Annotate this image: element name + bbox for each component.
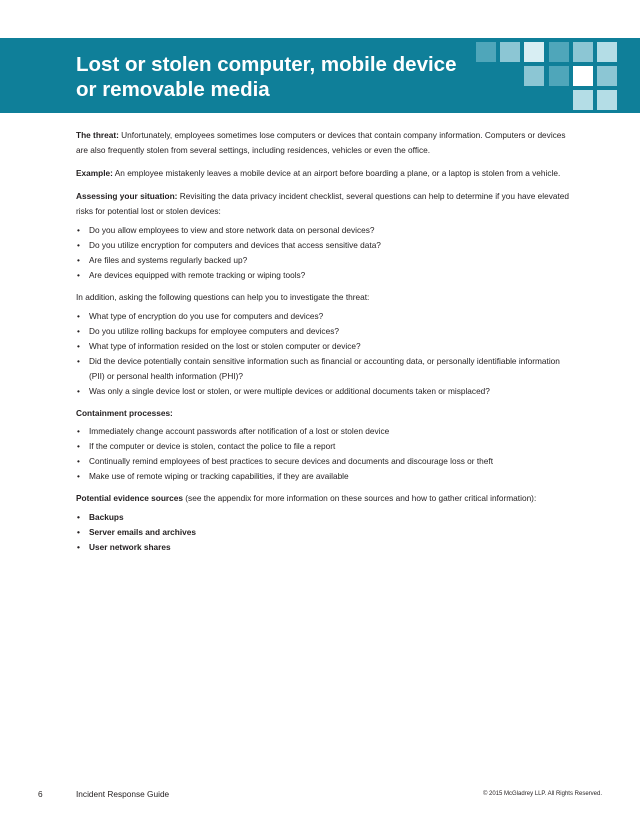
list-item: • Do you utilize encryption for computers and devices that access sensitive data? xyxy=(76,238,570,253)
tile xyxy=(573,90,593,110)
guide-title: Incident Response Guide xyxy=(76,789,170,799)
list-item: • Do you utilize rolling backups for employee computers and devices? xyxy=(76,324,570,339)
tile xyxy=(549,42,569,62)
threat-paragraph xyxy=(76,128,570,158)
threat-text: Unfortunately, employees sometimes lose computers or devices that contain company information. Computers or devices are also frequently stolen from several settings, including residences, vehicles or even the office. xyxy=(76,130,566,155)
page-title-line-2: or removable media xyxy=(76,78,270,101)
list-item: • Did the device potentially contain sensitive information such as financial or accounting data, or personally identifiable information (PII) or personal health information (PHI)? xyxy=(76,354,570,384)
evidence-paragraph xyxy=(76,491,570,506)
list-item: • Was only a single device lost or stolen, or were multiple devices or additional documents taken or misplaced? xyxy=(76,384,570,399)
copyright: © 2015 McGladrey LLP. All Rights Reserved. xyxy=(482,791,602,797)
page-title xyxy=(76,52,456,102)
tile xyxy=(573,42,593,62)
list-item: • Are devices equipped with remote tracking or wiping tools? xyxy=(76,268,570,283)
example-label: Example: xyxy=(76,168,113,178)
assessing-list xyxy=(76,223,570,283)
example-text: An employee mistakenly leaves a mobile device at an airport before boarding a plane, or a laptop is stolen from a vehicle. xyxy=(112,168,561,178)
tile xyxy=(597,90,617,110)
tile xyxy=(549,66,569,86)
tile xyxy=(524,66,544,86)
list-item: • Immediately change account passwords after notification of a lost or stolen device xyxy=(76,424,570,439)
list-item: • User network shares xyxy=(76,540,570,555)
evidence-text: (see the appendix for more information on these sources and how to gather critical information): xyxy=(182,493,537,503)
page-title-line-1: Lost or stolen computer, mobile device xyxy=(76,53,457,76)
list-item: • What type of information resided on the lost or stolen computer or device? xyxy=(76,339,570,354)
list-item: • Continually remind employees of best practices to secure devices and documents and discourage loss or theft xyxy=(76,454,570,469)
list-item: • Are files and systems regularly backed up? xyxy=(76,253,570,268)
page-number: 6 xyxy=(38,789,43,799)
tile xyxy=(476,42,496,62)
list-item: • What type of encryption do you use for computers and devices? xyxy=(76,309,570,324)
body-content xyxy=(76,128,570,562)
tile xyxy=(597,42,617,62)
list-item: • Do you allow employees to view and store network data on personal devices? xyxy=(76,223,570,238)
assessing-label: Assessing your situation: xyxy=(76,191,178,201)
tile xyxy=(500,42,520,62)
list-item: • Backups xyxy=(76,510,570,525)
list-item: • If the computer or device is stolen, contact the police to file a report xyxy=(76,439,570,454)
list-item: • Server emails and archives xyxy=(76,525,570,540)
tile xyxy=(597,66,617,86)
header-band xyxy=(0,38,640,113)
threat-label: The threat: xyxy=(76,130,119,140)
assessing-text: Revisiting the data privacy incident checklist, several questions can help to determine if you have elevated risks for potential lost or stolen devices: xyxy=(76,191,569,216)
evidence-list xyxy=(76,510,570,555)
list-item: • Make use of remote wiping or tracking capabilities, if they are available xyxy=(76,469,570,484)
evidence-label: Potential evidence sources xyxy=(76,493,183,503)
containment-heading: Containment processes: xyxy=(76,408,173,418)
investigate-intro: In addition, asking the following questions can help you to investigate the threat: xyxy=(76,292,370,302)
tile xyxy=(524,42,544,62)
investigate-list xyxy=(76,309,570,399)
example-paragraph xyxy=(76,166,570,181)
containment-list xyxy=(76,424,570,484)
tile xyxy=(573,66,593,86)
assessing-paragraph xyxy=(76,189,570,219)
